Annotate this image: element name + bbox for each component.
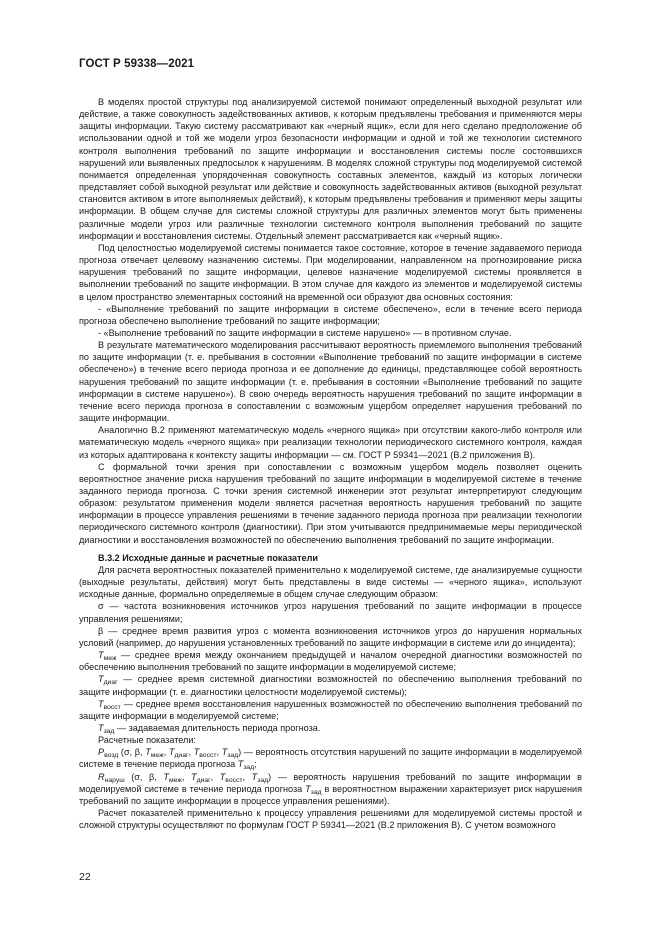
paragraph: С формальной точки зрения при сопоставлении с возможным ущербом модель позволяет оценить вероятностное значение риска нарушения требований по защите информации в моделируемой системе в течение заданного периода прогноза. С точки зрения системной инженерии этот результат интерпретируют следующим образом: результатом применения модели является расчетная вероятность нарушения требований по защите информации в процессе управления решениями в течение заданного периода прогноза при реализации технологии периодического системного контроля (диагностики). При этом учитываются предпринимаемые меры периодической диагностики и восстановления возможностей по обеспечению выполнения требований по защите информации. <box>79 461 582 545</box>
section-heading: В.3.2 Исходные данные и расчетные показатели <box>98 552 318 563</box>
paragraph: В моделях простой структуры под анализируемой системой понимают определенный выходной результат или действие, а также совокупность задействованных активов, к которым предъявлены требования и применяются меры защиты информации. Такую систему рассматривают как «черный ящик», если для него сделано предположение об использовании одной и той же модели угроз безопасности информации и одной и той же технологии системного контроля выполнения требований по защите информации и восстановления системы после состоявшихся нарушений или выявленных предпосылок к нарушениям. В моделях сложной структуры под моделируемой системой понимается определенная упорядоченная совокупность составных элементов, каждый из которых логически представляет собой выходной результат или действие и совокупность задействованных активов (выходной результат становится активом в итоге выполняемых действий), к которым предъявлены требования и применяют меры защиты информации. В общем случае для системы сложной структуры для различных элементов могут быть применены различные модели угроз или различные технологии системного контроля выполнения требований по защите информации и восстановления системы. Отдельный элемент рассматривается как «черный ящик». <box>79 97 582 241</box>
definition-t-vosst: $T_{восст}$ — среднее время восстановления нарушенных возможностей по обеспечению выполнения требований по защите информации в моделируемой системе; <box>79 698 582 721</box>
paragraph: В результате математического моделирования рассчитывают вероятность приемлемого выполнения требований по защите информации (т. е. пребывания в состоянии «Выполнение требований по защите информации в системе обеспечено») в течение всего периода прогноза и ее дополнение до единицы, представляющее собой вероятность нарушения требований по защите информации (т. е. пребывания в состоянии «Выполнение требований по защите информации в системе нарушено»). В свою очередь вероятность нарушения требований по защите информации в течение всего периода прогноза в сопоставлении с возможным ущербом определяет нарушения требований по защите информации. <box>79 340 582 424</box>
paragraph: Для расчета вероятностных показателей применительно к моделируемой системе, где анализируемые сущности (выходные результаты, действия) могут быть представлены в виде системы — «черного ящика», используют исходные данные, формально определяемые в общем случае следующим образом: <box>79 564 582 600</box>
indicator-r-narush: $R_{наруш}$ (σ, β, $T_{меж}$, $T_{диаг}$, $T_{восст}$, $T_{зад}$) — вероятность нарушения требований по защите информации в моделируемой системе в течение периода прогноза $T_{зад}$ в вероятностном выражении характеризует риск нарушения требований по защите информации в процессе управления решениями). <box>79 771 582 806</box>
paragraph: Аналогично В.2 применяют математическую модель «черного ящика» при отсутствии какого-либо контроля или математическую модель «черного ящика» при реализации технологии периодического системного контроля, каждая из которых адаптирована к контексту защиты информации — см. ГОСТ Р 59341—2021 (В.2 приложения В). <box>79 425 582 460</box>
paragraph: Под целостностью моделируемой системы понимается такое состояние, которое в течение задаваемого периода прогноза отвечает целевому назначению системы. При моделировании, направленном на прогнозирование риска нарушения требований по защите информации, целевое назначение моделируемой системы проявляется в выполнении требований по защите информации. В этом случае для каждого из элементов и моделируемой системы в целом пространство элементарных состояний на временной оси образуют два основных состояния: <box>79 242 582 302</box>
list-item: - «Выполнение требований по защите информации в системе обеспечено», если в течение всего периода прогноза обеспечено выполнение требований по защите информации; <box>79 303 582 326</box>
indicator-p-vozd: $P_{возд}$ (σ, β, $T_{меж}$, $T_{диаг}$, $T_{восст}$, $T_{зад}$) — вероятность отсутствия нарушений по защите информации в моделируемой системе в течение периода прогноза $T_{зад}$; <box>79 747 583 772</box>
definition-t-zad: $T_{зад}$ — задаваемая длительность периода прогноза. <box>98 722 321 735</box>
document-header: ГОСТ Р 59338—2021 <box>79 58 195 70</box>
definition-t-mezh: $T_{меж}$ — среднее время между окончанием предыдущей и началом очередной диагностики возможностей по обеспечению выполнения требований по защите информации в моделируемой системе; <box>79 650 582 673</box>
list-item: - «Выполнение требований по защите информации в системе нарушено» — в противном случае. <box>98 327 512 338</box>
definition-t-diag: $T_{диаг}$ — среднее время системной диагностики возможностей по обеспечению выполнения требований по защите информации (т. е. диагностики целостности моделируемой системы); <box>79 674 582 697</box>
definition-beta: β — среднее время развития угроз с момента возникновения источников угроз до нарушения нормальных условий (например, до нарушения установленных требований по защите информации в системе или до инцидента); <box>79 625 582 648</box>
paragraph: Расчетные показатели: <box>98 735 196 746</box>
paragraph: Расчет показателей применительно к процессу управления решениями для моделируемой системы простой и сложной структуры осуществляют по формулам ГОСТ Р 59341—2021 (В.2 приложения В). С учетом возможного <box>79 808 582 831</box>
page-number: 22 <box>79 871 91 883</box>
document-body <box>79 96 582 831</box>
definition-sigma: σ — частота возникновения источников угроз нарушения требований по защите информации в процессе управления решениями; <box>79 601 582 624</box>
